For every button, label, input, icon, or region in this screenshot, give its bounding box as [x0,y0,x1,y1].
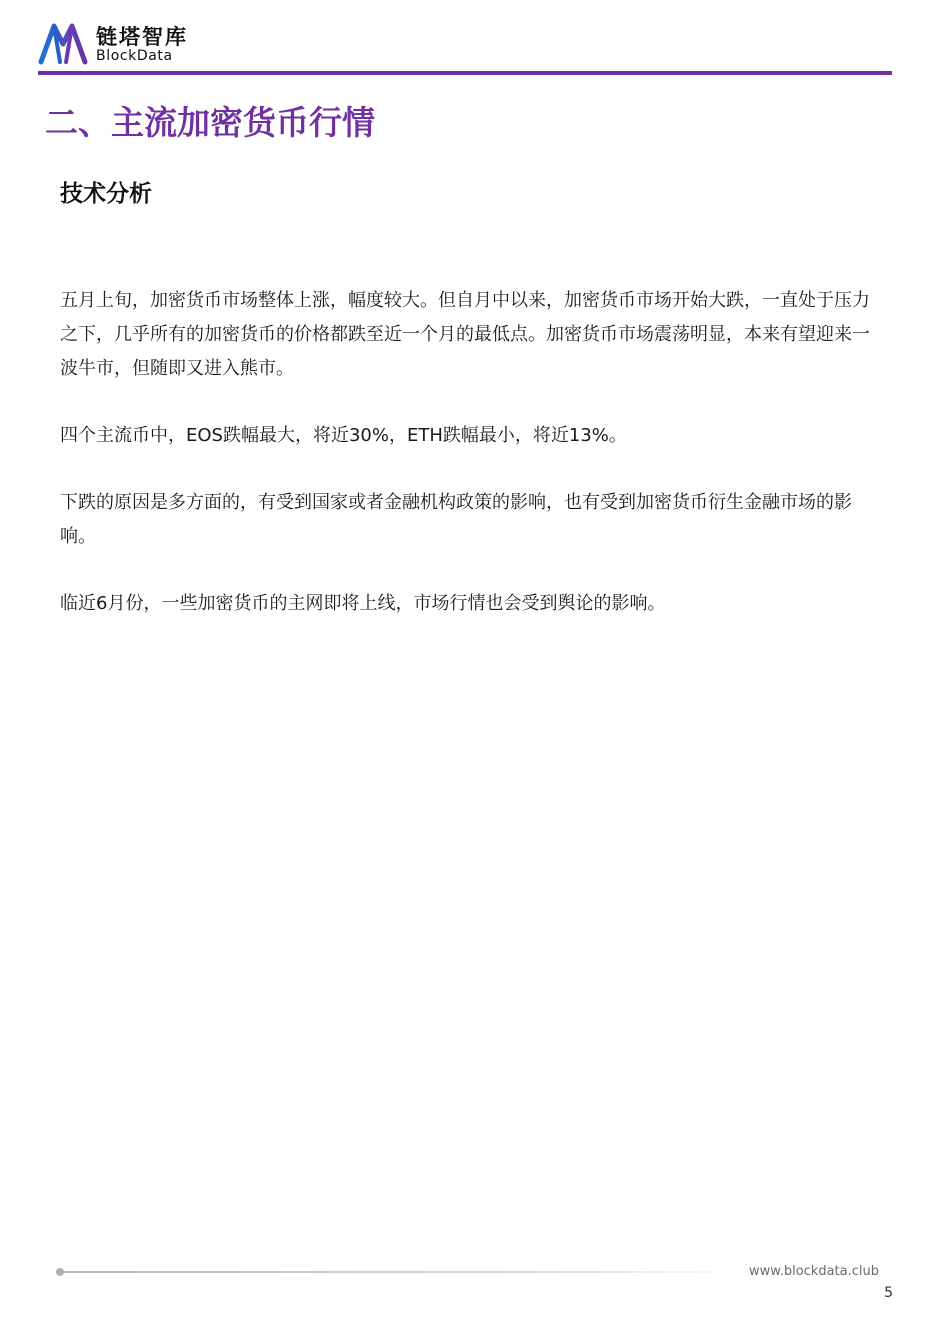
header-divider [38,71,892,75]
paragraph: 临近6月份，一些加密货币的主网即将上线，市场行情也会受到舆论的影响。 [60,593,666,614]
page-header [0,0,933,80]
footer-divider-dot [56,1268,64,1276]
body-content [60,284,872,654]
footer-url: www.blockdata.club [749,1264,879,1279]
brand-name-chinese: 链塔智库 [96,25,188,49]
brand-name-english: BlockData [96,48,173,64]
paragraph: 五月上旬，加密货币市场整体上涨，幅度较大。但自月中以来，加密货币市场开始大跌，一直处于压力之下，几乎所有的加密货币的价格都跌至近一个月的最低点。加密货币市场震荡明显，本来有望迎来一波牛市，但随即又进入熊市。 [60,290,870,379]
paragraph: 下跌的原因是多方面的，有受到国家或者金融机构政策的影响，也有受到加密货币衍生金融市场的影响。 [60,492,852,547]
paragraph: 四个主流币中，EOS跌幅最大，将近30%，ETH跌幅最小，将近13%。 [60,425,627,446]
blockdata-logo-icon [38,22,88,66]
footer-divider [58,1271,713,1273]
page-number: 5 [884,1285,893,1301]
subsection-title: 技术分析 [60,181,152,207]
section-title: 二、主流加密货币行情 [45,103,375,142]
